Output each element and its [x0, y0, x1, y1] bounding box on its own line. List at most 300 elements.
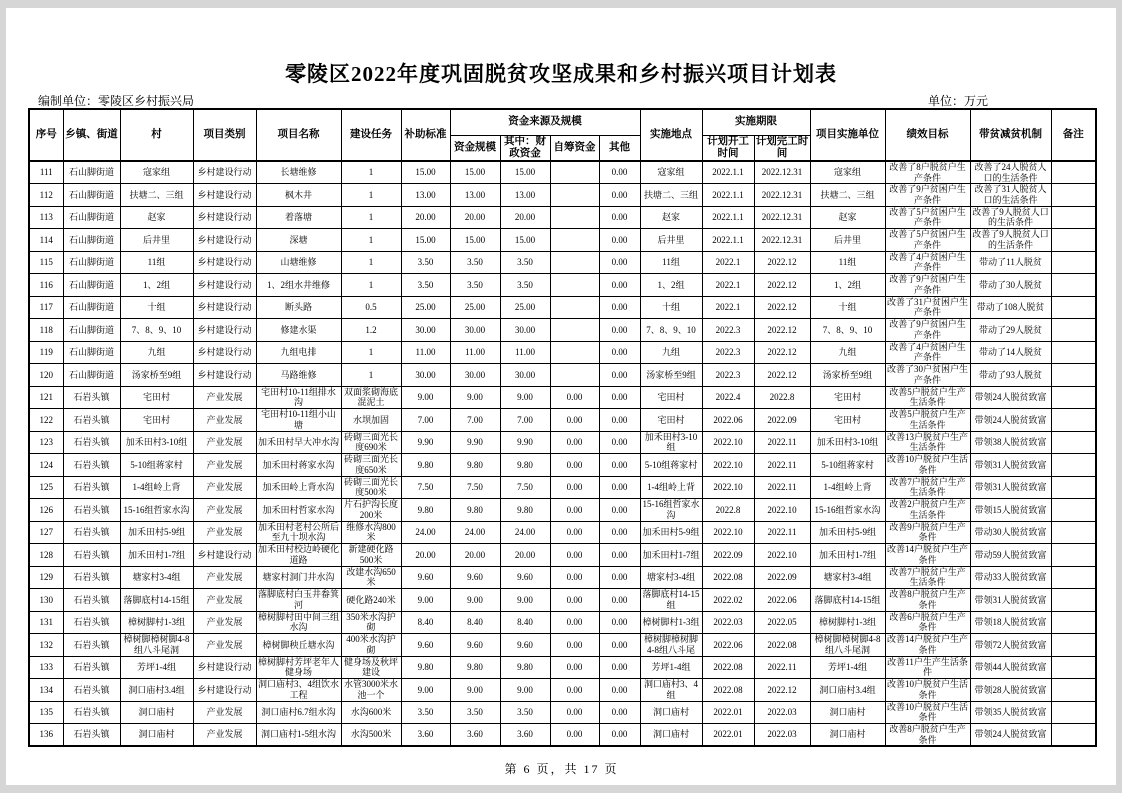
- col-header-start-time: 计划开工时间: [702, 135, 754, 161]
- table-row: [29, 409, 1096, 432]
- cell: [1051, 161, 1096, 184]
- col-header-finish-time: 计划完工时间: [754, 135, 810, 161]
- cell: 石岩头镇: [63, 701, 120, 724]
- cell: 水坝加固: [341, 409, 401, 432]
- cell: 118: [29, 319, 63, 342]
- cell: 樟树脚村1-3组: [810, 611, 885, 634]
- cell: [1051, 476, 1096, 499]
- cell: [1051, 229, 1096, 252]
- cell: 塘家村3-4组: [640, 566, 702, 589]
- cell: 洞口庙村: [640, 701, 702, 724]
- cell: [550, 341, 599, 364]
- cell: 带领18人脱贫致富: [970, 611, 1051, 634]
- cell: 1: [341, 251, 401, 274]
- cell: 11.00: [401, 341, 450, 364]
- cell: 0.00: [550, 409, 599, 432]
- cell: 带动了29人脱贫: [970, 319, 1051, 342]
- cell: 寇家组: [810, 161, 885, 184]
- table-row: [29, 161, 1096, 184]
- cell: 15.00: [401, 161, 450, 184]
- cell: 113: [29, 206, 63, 229]
- table-header: [29, 109, 1096, 161]
- col-header-fiscal-fund: 其中：财政资金: [500, 135, 550, 161]
- cell: 0.5: [341, 296, 401, 319]
- cell: [1051, 521, 1096, 544]
- cell: 350米水沟护砌: [341, 611, 401, 634]
- cell: [550, 274, 599, 297]
- cell: 9.80: [401, 454, 450, 477]
- cell: 砖砌三面光长度500米: [341, 476, 401, 499]
- cell: 3.50: [450, 274, 500, 297]
- cell: 樟树脚秧丘塘水沟: [256, 634, 341, 657]
- cell: 赵家: [810, 206, 885, 229]
- cell: 9.00: [450, 589, 500, 612]
- cell: 石山脚街道: [63, 229, 120, 252]
- cell: 13.00: [500, 184, 550, 207]
- cell: 汤家桥至9组: [120, 364, 193, 387]
- cell: 宅田村: [120, 386, 193, 409]
- cell: 0.00: [599, 701, 640, 724]
- cell: 2022.3: [702, 341, 754, 364]
- cell: 改善11户生产生活条件: [885, 656, 970, 679]
- col-header-seq: 序号: [29, 109, 63, 161]
- cell: 乡村建设行动: [193, 544, 256, 567]
- cell: 30.00: [401, 364, 450, 387]
- cell: 2022.10: [702, 521, 754, 544]
- cell: 加禾田村3-10组: [120, 431, 193, 454]
- cell: 0.00: [599, 476, 640, 499]
- cell: 改善14户脱贫户生产条件: [886, 634, 968, 655]
- cell: 带领38人脱贫致富: [970, 431, 1051, 454]
- col-header-project-name: 项目名称: [256, 109, 341, 161]
- cell: 0.00: [550, 566, 599, 589]
- cell: 加禾田村5-9组: [120, 521, 193, 544]
- cell: [1051, 544, 1096, 567]
- table-row: [29, 611, 1096, 634]
- cell: 洞口庙村: [810, 724, 885, 747]
- cell: 宅田村: [120, 409, 193, 432]
- cell: 洞口庙村3、4组: [640, 679, 702, 702]
- cell: 3.50: [500, 701, 550, 724]
- cell: [550, 364, 599, 387]
- table-row: [29, 431, 1096, 454]
- cell: 124: [29, 454, 63, 477]
- cell: 2022.10: [702, 431, 754, 454]
- cell: 洞口庙村: [120, 701, 193, 724]
- cell: 落脚底村14-15组: [810, 589, 885, 612]
- cell: 15.00: [500, 229, 550, 252]
- cell: 樟树脚樟树脚4-8组八斗尾洞: [120, 634, 193, 657]
- cell: 3.50: [401, 274, 450, 297]
- table-row: [29, 229, 1096, 252]
- cell: 2022.11: [754, 476, 810, 499]
- cell: 2022.09: [754, 566, 810, 589]
- cell: [1051, 431, 1096, 454]
- cell: 117: [29, 296, 63, 319]
- cell: 石岩头镇: [63, 656, 120, 679]
- cell: 改善了4户贫困户生产条件: [885, 341, 970, 364]
- cell: 2022.02: [702, 589, 754, 612]
- cell: 改善了31户贫困户生产条件: [886, 296, 968, 318]
- cell: 8.40: [500, 611, 550, 634]
- cell: 带领24人脱贫致富: [970, 409, 1051, 432]
- cell: 洞口庙村: [810, 701, 885, 724]
- cell: [550, 184, 599, 207]
- page-title: 零陵区2022年度巩固脱贫攻坚成果和乡村振兴项目计划表: [285, 62, 837, 86]
- cell: 9.00: [401, 589, 450, 612]
- cell: 0.00: [599, 634, 640, 657]
- cell: 带动了11人脱贫: [970, 251, 1051, 274]
- cell: [1051, 611, 1096, 634]
- cell: 改善了9人脱贫人口的生活条件: [970, 229, 1051, 252]
- cell: 0.00: [550, 656, 599, 679]
- cell: 片石护沟长度200米: [341, 499, 401, 522]
- cell: [550, 319, 599, 342]
- cell: 石岩头镇: [63, 521, 120, 544]
- cell: 9.60: [500, 566, 550, 589]
- cell: 带动了108人脱贫: [970, 296, 1051, 319]
- cell: 双面浆砌海底混泥土: [341, 386, 401, 409]
- cell: 3.60: [500, 724, 550, 747]
- col-header-fund-scale: 资金规模: [450, 135, 500, 161]
- cell: 改善了30户贫困户生产条件: [886, 364, 968, 385]
- cell: 改善了9户贫困户生产条件: [885, 319, 970, 342]
- cell: [1051, 206, 1096, 229]
- cell: 128: [29, 544, 63, 567]
- cell: 乡村建设行动: [193, 184, 256, 207]
- cell: 石山脚街道: [63, 274, 120, 297]
- table-row: [29, 544, 1096, 567]
- cell: 0.00: [599, 364, 640, 387]
- cell: 1: [341, 341, 401, 364]
- table-row: [29, 364, 1096, 387]
- cell: [1051, 454, 1096, 477]
- cell: 加禾田岭上背水沟: [256, 476, 341, 499]
- cell: 石山脚街道: [63, 296, 120, 319]
- cell: 产业发展: [193, 611, 256, 634]
- cell: [550, 161, 599, 184]
- cell: 2022.03: [754, 724, 810, 747]
- col-header-township: 乡镇、街道: [63, 109, 120, 161]
- cell: 1: [341, 229, 401, 252]
- cell: 石山脚街道: [63, 251, 120, 274]
- table-row: [29, 319, 1096, 342]
- cell: 15.00: [500, 161, 550, 184]
- cell: 后井里: [120, 229, 193, 252]
- cell: 3.60: [450, 724, 500, 747]
- cell: 扶塘二、三组: [810, 184, 885, 207]
- cell: 产业发展: [193, 521, 256, 544]
- cell: 洞口庙村3、4组饮水工程: [257, 679, 339, 700]
- cell: 2022.06: [754, 589, 810, 612]
- cell: 2022.12.31: [754, 161, 810, 184]
- table-row: [29, 589, 1096, 612]
- cell: 产业发展: [193, 566, 256, 589]
- cell: 九组: [640, 341, 702, 364]
- cell: 9.00: [401, 386, 450, 409]
- cell: 改善了31人脱贫人口的生活条件: [970, 184, 1051, 207]
- cell: 1-4组岭上背: [120, 476, 193, 499]
- cell: 7.50: [450, 476, 500, 499]
- cell: 加禾田村校边岭硬化道路: [257, 544, 339, 565]
- cell: 带领44人脱贫致富: [970, 656, 1051, 679]
- cell: 2022.8: [702, 499, 754, 522]
- cell: 1: [341, 364, 401, 387]
- cell: 7、8、9、10: [120, 319, 193, 342]
- cell: 20.00: [450, 544, 500, 567]
- cell: 2022.12: [754, 319, 810, 342]
- cell: 加禾田村早大冲水沟: [256, 431, 341, 454]
- cell: 带动33人脱贫致富: [970, 566, 1051, 589]
- cell: 2022.12: [754, 679, 810, 702]
- cell: [1051, 724, 1096, 747]
- cell: 1、2组水井维修: [256, 274, 341, 297]
- page-number: 第 6 页，共 17 页: [504, 762, 619, 776]
- cell: 0.00: [599, 589, 640, 612]
- cell: 石山脚街道: [63, 161, 120, 184]
- cell: 改善10户脱贫户生活条件: [886, 679, 968, 700]
- cell: 1、2组: [810, 274, 885, 297]
- cell: 2022.12: [754, 251, 810, 274]
- cell: 7.50: [401, 476, 450, 499]
- cell: 加禾田村老村公所后至九十坝水沟: [257, 521, 339, 543]
- cell: 十组: [810, 296, 885, 319]
- cell: 7.50: [500, 476, 550, 499]
- cell: 0.00: [599, 499, 640, 522]
- table-row: [29, 184, 1096, 207]
- cell: 0.00: [599, 229, 640, 252]
- cell: 2022.1.1: [702, 161, 754, 184]
- cell: 2022.12.31: [754, 206, 810, 229]
- cell: 9.60: [500, 634, 550, 657]
- cell: 0.00: [550, 634, 599, 657]
- cell: 深塘: [256, 229, 341, 252]
- cell: 后井里: [640, 229, 702, 252]
- cell: 9.80: [500, 454, 550, 477]
- cell: 5-10组蒋家村: [810, 454, 885, 477]
- cell: 加禾田村5-9组: [810, 521, 885, 544]
- cell: 7.00: [401, 409, 450, 432]
- cell: 樟树脚村芳坪老年人健身场: [257, 656, 339, 678]
- cell: 宅田村10-11组小山塘: [256, 409, 341, 432]
- cell: 乡村建设行动: [193, 364, 256, 387]
- cell: 改善了5户贫困户生产条件: [885, 229, 970, 252]
- cell: 25.00: [450, 296, 500, 319]
- cell: 2022.08: [702, 566, 754, 589]
- cell: 30.00: [450, 319, 500, 342]
- cell: 洞口庙村3.4组: [810, 679, 885, 702]
- cell: 0.00: [599, 184, 640, 207]
- cell: 产业发展: [193, 701, 256, 724]
- cell: 洞口庙村3.4组: [120, 679, 193, 702]
- cell: 0.00: [599, 454, 640, 477]
- cell: 石山脚街道: [63, 364, 120, 387]
- cell: 樟树脚村田中间三组水沟: [257, 611, 339, 633]
- table-row: [29, 656, 1096, 679]
- cell: 修建水渠: [256, 319, 341, 342]
- cell: 带领35人脱贫致富: [970, 701, 1051, 724]
- cell: 9.60: [401, 566, 450, 589]
- cell: 山塘维修: [256, 251, 341, 274]
- cell: 11.00: [500, 341, 550, 364]
- cell: 加禾田村5-9组: [640, 521, 702, 544]
- cell: 0.00: [550, 679, 599, 702]
- cell: 0.00: [550, 544, 599, 567]
- cell: [550, 229, 599, 252]
- cell: 塘家村3-4组: [810, 566, 885, 589]
- cell: 维修水沟800米: [341, 521, 401, 544]
- cell: 25.00: [401, 296, 450, 319]
- cell: 乡村建设行动: [193, 206, 256, 229]
- cell: 15-16组哲家水沟: [120, 499, 193, 522]
- cell: 改善5户脱贫户生产生活条件: [885, 409, 970, 432]
- cell: 加禾田村3-10组: [810, 431, 885, 454]
- cell: 400米水沟护砌: [341, 634, 401, 657]
- cell: 30.00: [500, 364, 550, 387]
- cell: 9.90: [401, 431, 450, 454]
- cell: [550, 251, 599, 274]
- cell: 石岩头镇: [63, 566, 120, 589]
- cell: 2022.12: [754, 341, 810, 364]
- cell: 9.00: [450, 386, 500, 409]
- cell: [550, 296, 599, 319]
- cell: 2022.11: [754, 656, 810, 679]
- cell: 改善9户脱贫户生产条件: [885, 521, 970, 544]
- cell: 20.00: [401, 206, 450, 229]
- cell: 0.00: [550, 589, 599, 612]
- cell: 改善13户脱贫户生产生活条件: [886, 431, 968, 453]
- cell: 30.00: [450, 364, 500, 387]
- cell: 芳坪1-4组: [810, 656, 885, 679]
- cell: 改善14户脱贫户生产条件: [886, 544, 968, 565]
- cell: 24.00: [401, 521, 450, 544]
- cell: 改善了8户脱贫户生产条件: [885, 161, 970, 184]
- cell: 9.80: [500, 499, 550, 522]
- cell: 宅田村: [810, 409, 885, 432]
- cell: 乡村建设行动: [193, 319, 256, 342]
- cell: 11.00: [450, 341, 500, 364]
- cell: 石岩头镇: [63, 544, 120, 567]
- cell: 0.00: [550, 499, 599, 522]
- table-row: [29, 566, 1096, 589]
- cell: 带领24人脱贫致富: [970, 724, 1051, 747]
- cell: 0.00: [599, 521, 640, 544]
- cell: 加禾田村1-7组: [640, 544, 702, 567]
- cell: 带领31人脱贫致富: [970, 589, 1051, 612]
- cell: 乡村建设行动: [193, 296, 256, 319]
- cell: 带领72人脱贫致富: [970, 634, 1051, 657]
- cell: 15-16组哲家水沟: [640, 499, 702, 522]
- cell: 石岩头镇: [63, 386, 120, 409]
- cell: 9.60: [450, 634, 500, 657]
- cell: 改善8户脱贫户生产条件: [885, 589, 970, 612]
- cell: 8.40: [450, 611, 500, 634]
- cell: [1051, 296, 1096, 319]
- table-row: [29, 521, 1096, 544]
- cell: 11组: [120, 251, 193, 274]
- cell: 赵家: [120, 206, 193, 229]
- col-header-remark: 备注: [1051, 109, 1096, 161]
- cell: 樟树脚村1-3组: [640, 611, 702, 634]
- cell: 改善2户脱贫户生产生活条件: [885, 499, 970, 522]
- cell: 2022.1: [702, 274, 754, 297]
- cell: [1051, 184, 1096, 207]
- cell: 产业发展: [193, 634, 256, 657]
- cell: 塘家村洞门井水沟: [256, 566, 341, 589]
- cell: 0.00: [599, 274, 640, 297]
- cell: 1、2组: [120, 274, 193, 297]
- cell: 0.00: [599, 679, 640, 702]
- cell: 乡村建设行动: [193, 229, 256, 252]
- cell: 15.00: [401, 229, 450, 252]
- cell: 2022.8: [754, 386, 810, 409]
- cell: 2022.1.1: [702, 184, 754, 207]
- cell: 7、8、9、10: [810, 319, 885, 342]
- cell: 0.00: [550, 386, 599, 409]
- cell: 5-10组蒋家村: [640, 454, 702, 477]
- cell: 20.00: [500, 206, 550, 229]
- cell: 改善了9户贫困户生产条件: [885, 274, 970, 297]
- cell: 119: [29, 341, 63, 364]
- cell: 9.80: [401, 499, 450, 522]
- cell: 2022.1.1: [702, 206, 754, 229]
- cell: 111: [29, 161, 63, 184]
- cell: 枫木井: [256, 184, 341, 207]
- cell: 洞口庙村: [640, 724, 702, 747]
- cell: 产业发展: [193, 431, 256, 454]
- cell: 8.40: [401, 611, 450, 634]
- cell: 0.00: [599, 251, 640, 274]
- cell: 石岩头镇: [63, 499, 120, 522]
- cell: 产业发展: [193, 589, 256, 612]
- cell: 2022.11: [754, 431, 810, 454]
- cell: 135: [29, 701, 63, 724]
- cell: 9.60: [401, 634, 450, 657]
- cell: 9.00: [500, 386, 550, 409]
- cell: 7.00: [500, 409, 550, 432]
- cell: 2022.12: [754, 364, 810, 387]
- cell: 0.00: [550, 701, 599, 724]
- cell: 2022.11: [754, 454, 810, 477]
- cell: 带动了14人脱贫: [970, 341, 1051, 364]
- cell: 寇家组: [120, 161, 193, 184]
- cell: 改善7户脱贫户生产生活条件: [885, 476, 970, 499]
- cell: 2022.1: [702, 251, 754, 274]
- cell: 带动59人脱贫致富: [970, 544, 1051, 567]
- cell: 126: [29, 499, 63, 522]
- cell: 改善6户脱贫户生产条件: [885, 611, 970, 634]
- document-page: [6, 8, 1116, 785]
- cell: 加禾田村1-7组: [120, 544, 193, 567]
- cell: 洞口庙村6.7组水沟: [256, 701, 341, 724]
- col-header-funding-group: 资金来源及规模: [450, 109, 640, 135]
- cell: 1: [341, 206, 401, 229]
- col-header-other: 其他: [599, 135, 640, 161]
- cell: 石岩头镇: [63, 476, 120, 499]
- cell: 116: [29, 274, 63, 297]
- cell: 114: [29, 229, 63, 252]
- cell: 九组: [120, 341, 193, 364]
- cell: 9.80: [450, 499, 500, 522]
- cell: 115: [29, 251, 63, 274]
- cell: 带领15人脱贫致富: [970, 499, 1051, 522]
- cell: [1051, 409, 1096, 432]
- cell: 乡村建设行动: [193, 341, 256, 364]
- cell: 7、8、9、10: [640, 319, 702, 342]
- col-header-period-group: 实施期限: [702, 109, 810, 135]
- cell: [1051, 364, 1096, 387]
- cell: 1.2: [341, 319, 401, 342]
